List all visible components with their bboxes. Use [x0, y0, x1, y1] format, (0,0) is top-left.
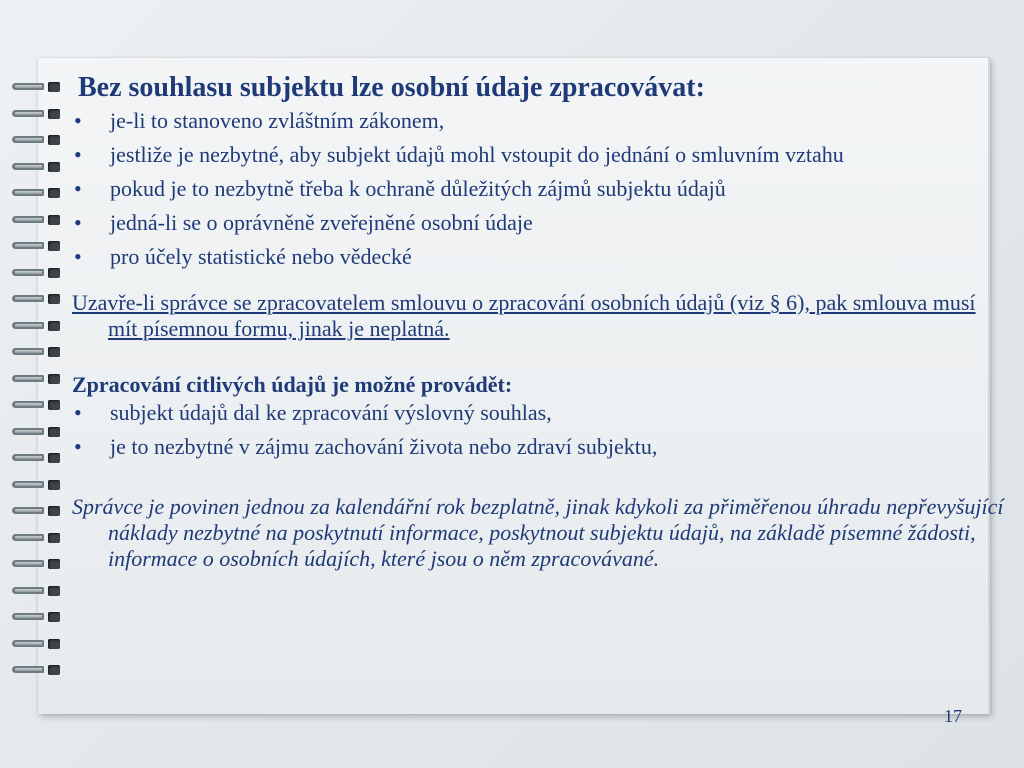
page-number: 17: [944, 706, 962, 726]
binding-ring-icon: [12, 319, 60, 333]
list-item-text: jedná-li se o oprávněně zveřejněné osobní údaje: [110, 210, 533, 235]
binding-ring-icon: [12, 425, 60, 439]
binding-ring-icon: [12, 345, 60, 359]
binding-ring-icon: [12, 133, 60, 147]
bullet-icon: •: [74, 108, 82, 133]
binding-ring-icon: [12, 80, 60, 94]
bullet-list-1: [72, 108, 992, 270]
list-item: [72, 244, 992, 270]
ring-hole: [48, 241, 60, 251]
ring-hole: [48, 109, 60, 119]
binding-ring-icon: [12, 266, 60, 280]
ring-wire: [12, 322, 44, 329]
ring-hole: [48, 639, 60, 649]
binding-ring-icon: [12, 610, 60, 624]
ring-wire: [12, 481, 44, 488]
ring-hole: [48, 374, 60, 384]
ring-hole: [48, 453, 60, 463]
bullet-icon: •: [74, 434, 82, 459]
bullet-icon: •: [74, 142, 82, 167]
binding-ring-icon: [12, 186, 60, 200]
ring-wire: [12, 587, 44, 594]
ring-wire: [12, 401, 44, 408]
list-item-text: pro účely statistické nebo vědecké: [110, 244, 412, 269]
ring-wire: [12, 163, 44, 170]
ring-wire: [12, 136, 44, 143]
list-item-text: je to nezbytné v zájmu zachování života nebo zdraví subjektu,: [110, 434, 658, 459]
ring-wire: [12, 507, 44, 514]
ring-hole: [48, 586, 60, 596]
ring-wire: [12, 534, 44, 541]
ring-wire: [12, 454, 44, 461]
ring-hole: [48, 665, 60, 675]
ring-hole: [48, 135, 60, 145]
ring-hole: [48, 82, 60, 92]
list-item: [72, 108, 992, 134]
list-item-text: subjekt údajů dal ke zpracování výslovný souhlas,: [110, 400, 552, 425]
binding-ring-icon: [12, 451, 60, 465]
ring-hole: [48, 400, 60, 410]
ring-wire: [12, 348, 44, 355]
ring-hole: [48, 559, 60, 569]
binding-ring-icon: [12, 478, 60, 492]
bullet-icon: •: [74, 400, 82, 425]
bullet-list-2: [72, 400, 992, 460]
binding-ring-icon: [12, 239, 60, 253]
list-item: [72, 434, 992, 460]
ring-hole: [48, 268, 60, 278]
ring-wire: [12, 295, 44, 302]
ring-wire: [12, 269, 44, 276]
list-item: [72, 142, 992, 168]
ring-hole: [48, 188, 60, 198]
binding-ring-icon: [12, 292, 60, 306]
bullet-icon: •: [74, 244, 82, 269]
binding-ring-icon: [12, 584, 60, 598]
ring-wire: [12, 375, 44, 382]
list-item: [72, 210, 992, 236]
ring-wire: [12, 613, 44, 620]
ring-wire: [12, 428, 44, 435]
ring-wire: [12, 640, 44, 647]
ring-hole: [48, 162, 60, 172]
ring-hole: [48, 427, 60, 437]
binding-ring-icon: [12, 398, 60, 412]
ring-hole: [48, 480, 60, 490]
slide-content: [72, 70, 1004, 572]
ring-hole: [48, 321, 60, 331]
ring-hole: [48, 612, 60, 622]
list-item-text: jestliže je nezbytné, aby subjekt údajů mohl vstoupit do jednání o smluvním vztahu: [110, 142, 844, 167]
bullet-icon: •: [74, 210, 82, 235]
ring-wire: [12, 560, 44, 567]
binding-ring-icon: [12, 160, 60, 174]
ring-hole: [48, 347, 60, 357]
ring-wire: [12, 242, 44, 249]
slide-heading: Bez souhlasu subjektu lze osobní údaje zpracovávat:: [78, 72, 705, 103]
ring-hole: [48, 294, 60, 304]
binding-ring-icon: [12, 372, 60, 386]
ring-wire: [12, 216, 44, 223]
binding-ring-icon: [12, 557, 60, 571]
list-item: [72, 176, 992, 202]
binding-ring-icon: [12, 637, 60, 651]
binding-ring-icon: [12, 107, 60, 121]
ring-wire: [12, 666, 44, 673]
binding-ring-icon: [12, 504, 60, 518]
list-item-text: pokud je to nezbytně třeba k ochraně důležitých zájmů subjektu údajů: [110, 176, 726, 201]
binding-ring-icon: [12, 213, 60, 227]
ring-hole: [48, 215, 60, 225]
sensitive-data-subheading: Zpracování citlivých údajů je možné provádět:: [72, 372, 513, 397]
ring-wire: [12, 83, 44, 90]
ring-wire: [12, 110, 44, 117]
list-item-text: je-li to stanoveno zvláštním zákonem,: [110, 108, 445, 133]
binding-ring-icon: [12, 663, 60, 677]
spiral-binding: [12, 80, 62, 700]
bullet-icon: •: [74, 176, 82, 201]
binding-ring-icon: [12, 531, 60, 545]
ring-wire: [12, 189, 44, 196]
controller-duty-paragraph: Správce je povinen jednou za kalendářní rok bezplatně, jinak kdykoli za přiměřenou úhradu nepřevyšující náklady nezbytné na poskytnutí informace, poskytnout subjektu údajů, na základě písemné žádosti, informace o osobních údajích, které jsou o něm zpracovávané.: [72, 494, 1004, 571]
contract-paragraph: [72, 290, 992, 342]
ring-hole: [48, 533, 60, 543]
list-item: [72, 400, 992, 426]
contract-paragraph-text: Uzavře-li správce se zpracovatelem smlouvu o zpracování osobních údajů (viz § 6), pak smlouva musí mít písemnou formu, jinak je neplatná.: [72, 290, 976, 341]
ring-hole: [48, 506, 60, 516]
